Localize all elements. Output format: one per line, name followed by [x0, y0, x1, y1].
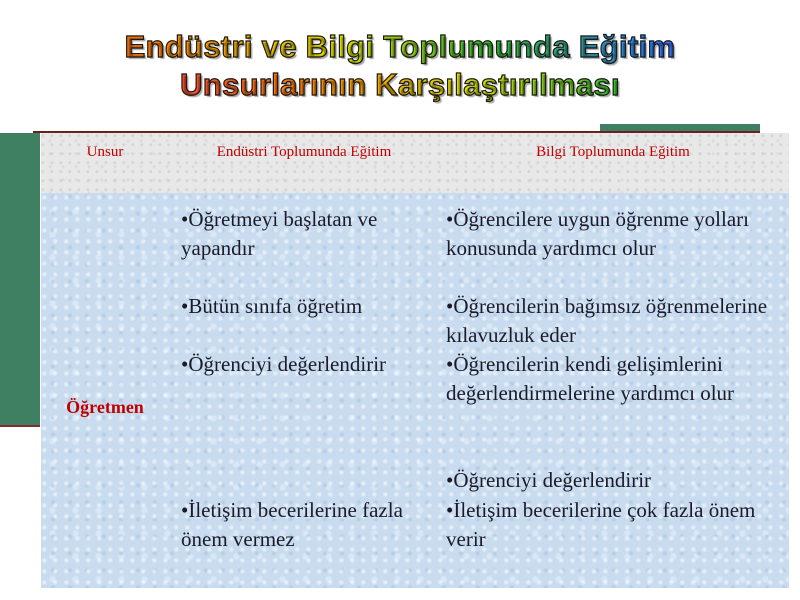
row-label-ogretmen: Öğretmen	[66, 397, 144, 417]
comparison-table	[41, 133, 789, 588]
industrial-item: •Bütün sınıfa öğretim	[181, 294, 363, 318]
left-accent-bar	[0, 133, 40, 425]
industrial-item: •Öğretmeyi başlatan ve yapandır	[181, 207, 378, 260]
left-accent-line	[0, 425, 40, 427]
information-item: •Öğrenciyi değerlendirir	[446, 468, 652, 492]
table-header-row	[41, 133, 789, 193]
slide-title-line1: Endüstri ve Bilgi Toplumunda Eğitim	[0, 28, 800, 66]
information-item: •Öğrencilerin kendi gelişimlerini değerlendirmelerine yardımcı olur	[446, 352, 735, 405]
slide-title	[0, 28, 800, 104]
information-item: •Öğrencilerin bağımsız öğrenmelerine kılavuzluk eder	[446, 294, 768, 347]
top-right-accent	[600, 124, 760, 131]
header-industrial: Endüstri Toplumunda Eğitim	[216, 144, 392, 160]
table-body	[41, 193, 789, 588]
header-information: Bilgi Toplumunda Eğitim	[536, 144, 690, 160]
slide-title-line2: Unsurlarının Karşılaştırılması	[0, 66, 800, 104]
industrial-item: •Öğrenciyi değerlendirir	[181, 352, 387, 376]
header-unsur: Unsur	[86, 144, 124, 160]
information-item: •İletişim becerilerine çok fazla önem verir	[446, 498, 756, 551]
information-item: •Öğrencilere uygun öğrenme yolları konusunda yardımcı olur	[446, 207, 749, 260]
industrial-item: •İletişim becerilerine fazla önem vermez	[181, 498, 403, 551]
